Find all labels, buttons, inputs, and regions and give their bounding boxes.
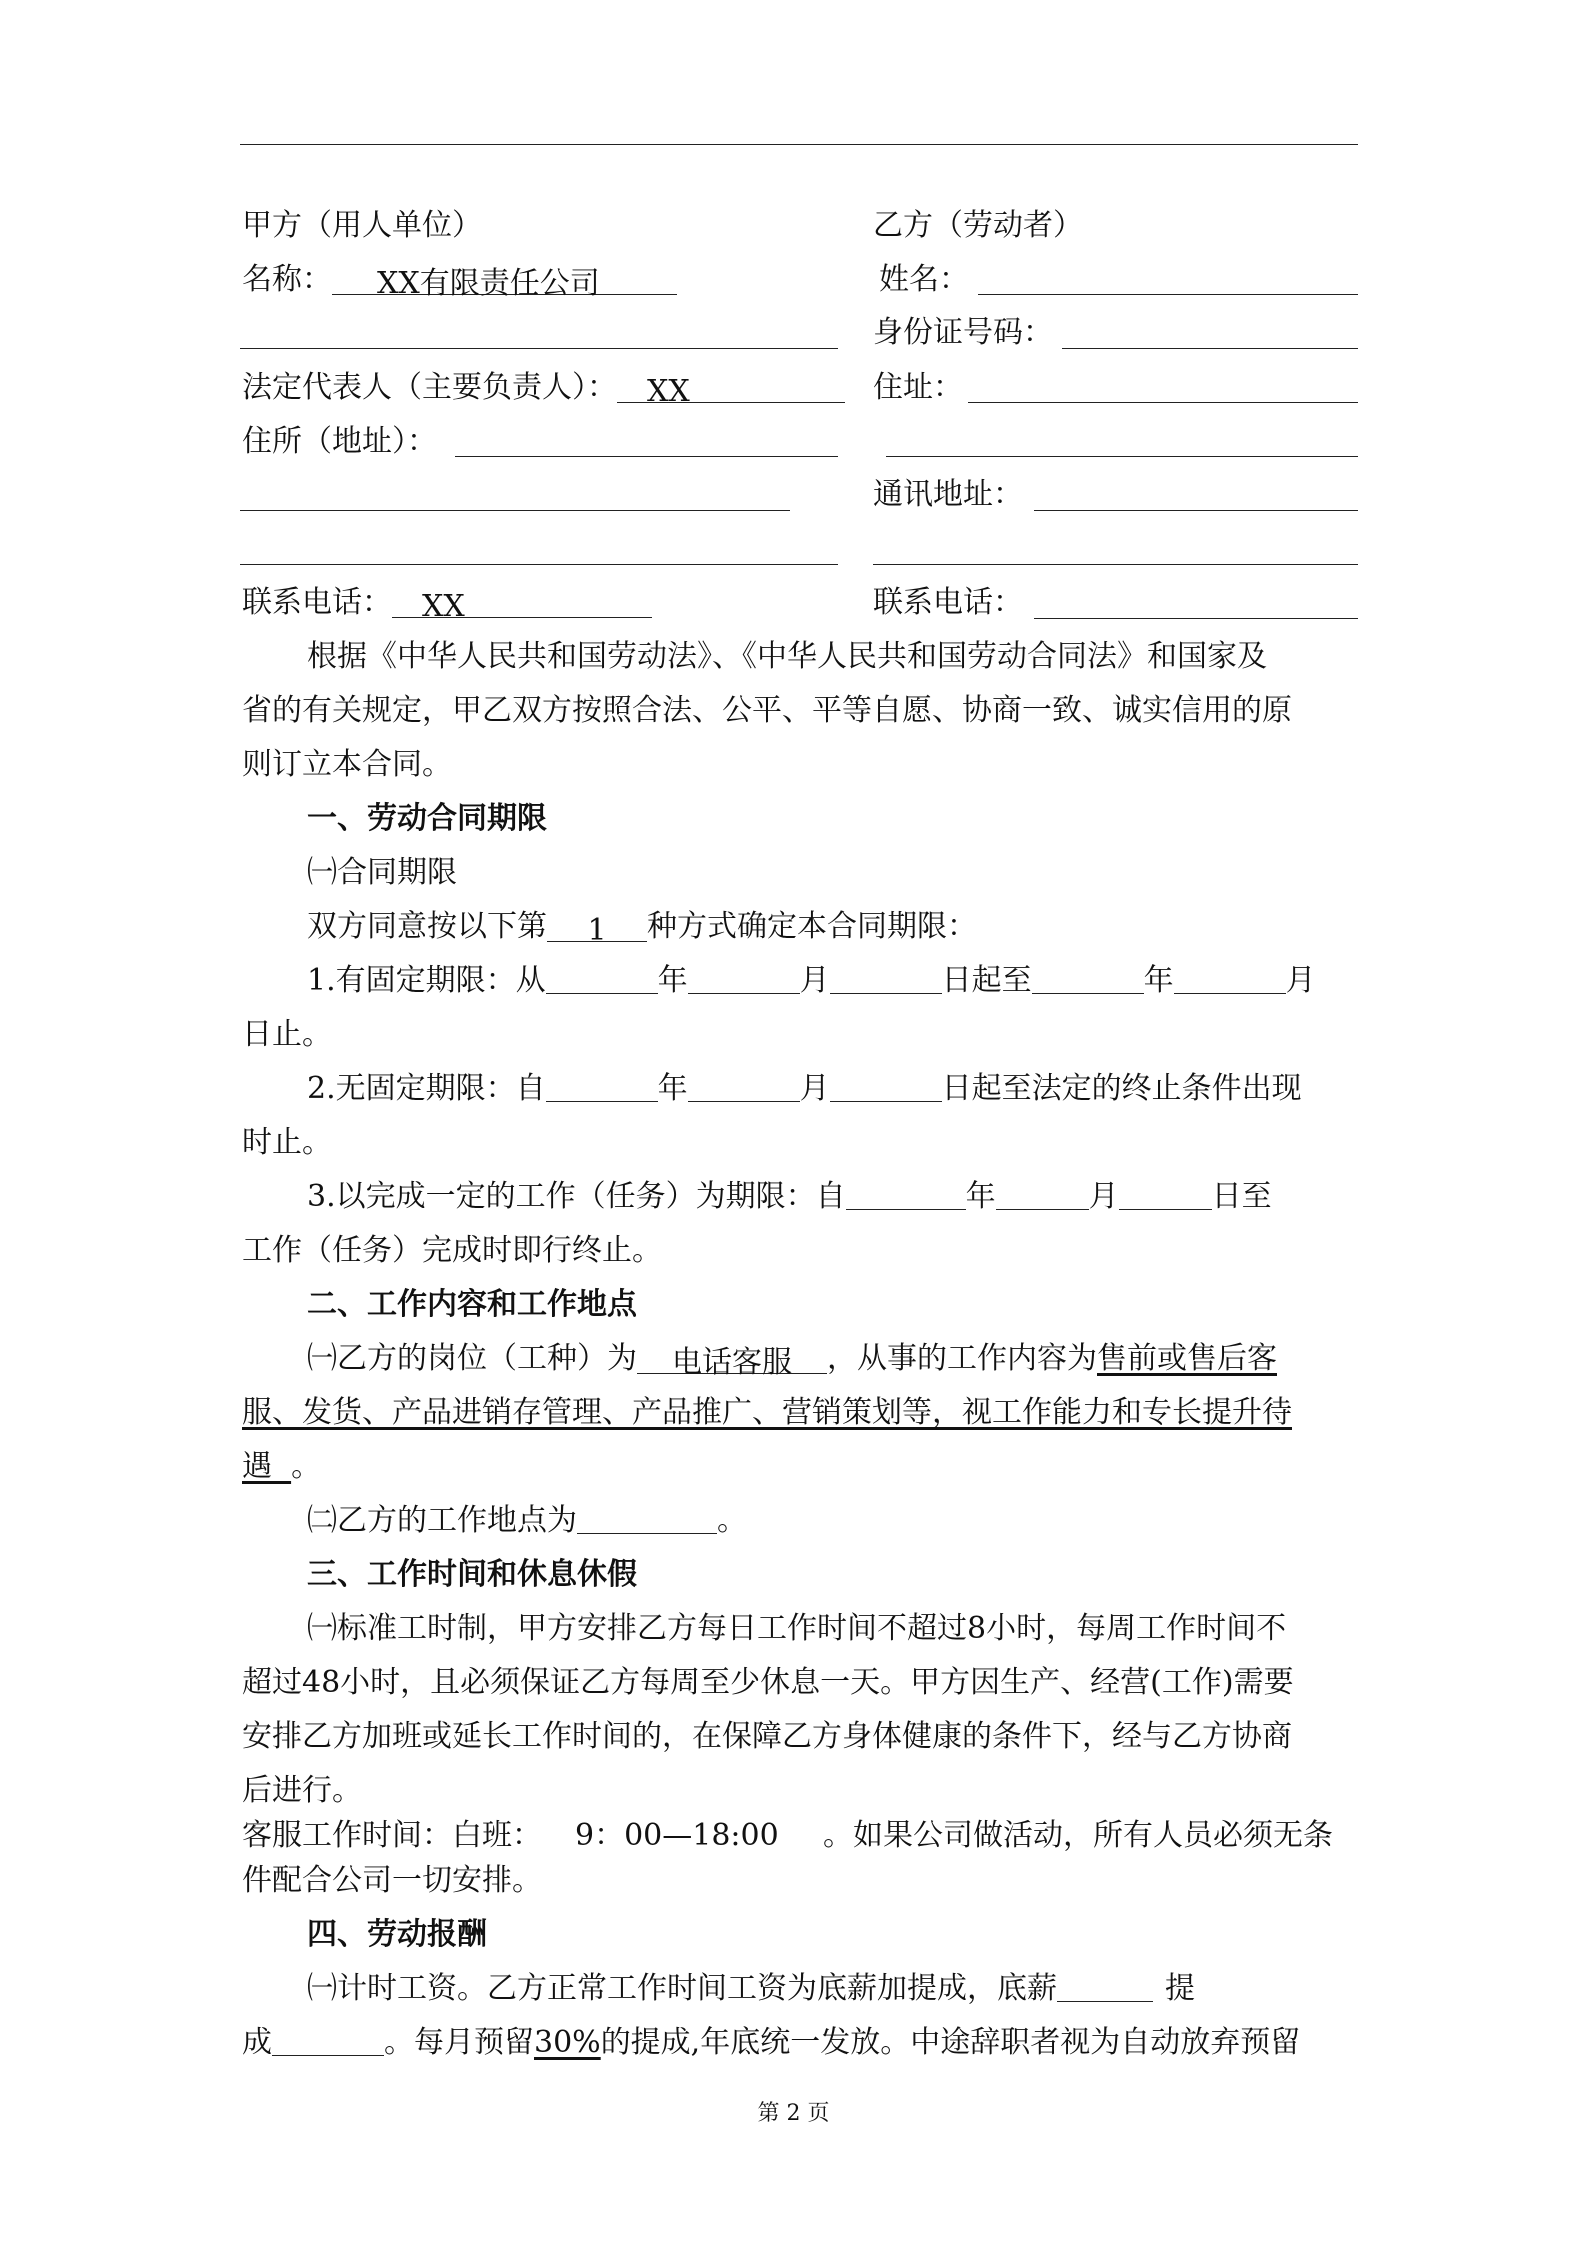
company-name-row: [242, 260, 677, 300]
work-content-2: 服、发货、产品进销存管理、产品推广、营销策划等，视工作能力和专长提升待: [242, 1395, 1292, 1430]
intro-line-2: 省的有关规定，甲乙双方按照合法、公平、平等自愿、协商一致、诚实信用的原: [242, 693, 1292, 728]
work-place-row: [307, 1501, 747, 1541]
work-place-prefix: ㈡乙方的工作地点为: [307, 1503, 577, 1538]
phone-row-a: [242, 583, 652, 623]
base-salary-field: [1057, 1971, 1153, 2002]
service-hours-end: 件配合公司一切安排。: [242, 1863, 542, 1898]
section-1-sub-1: ㈠合同期限: [307, 855, 457, 890]
year-label-4: 年: [965, 1179, 996, 1214]
address-b-label: 住址：: [873, 370, 963, 405]
hourly-wage-row: [307, 1969, 1195, 2009]
fixed-to-year-field: [1032, 963, 1144, 994]
task-year-field: [846, 1179, 966, 1210]
page-number: 第 2 页: [757, 2101, 830, 2126]
unfixed-month-field: [688, 1071, 800, 1102]
service-hours-prefix: 客服工作时间：白班：: [242, 1818, 542, 1853]
company-name-field: [332, 264, 677, 301]
residence-field-2: [240, 510, 790, 511]
unfixed-day-field: [830, 1071, 942, 1102]
commission-field: [272, 2025, 384, 2056]
fixed-to-month-field: [1174, 963, 1286, 994]
task-term-suffix: 日至: [1211, 1179, 1272, 1214]
mail-address-label: 通讯地址：: [873, 477, 1023, 512]
fixed-term-prefix: 1.有固定期限：从: [307, 963, 546, 998]
unfixed-term-suffix: 日起至法定的终止条件出现: [941, 1071, 1302, 1106]
section-3-heading: 三、工作时间和休息休假: [307, 1557, 637, 1592]
commission-suffix: 的提成,年底统一发放。中途辞职者视为自动放弃预留: [600, 2025, 1301, 2060]
header-rule: [240, 144, 1358, 145]
party-b-blank-line-2: [873, 564, 1358, 565]
fixed-from-month-field: [688, 963, 800, 994]
year-label-3: 年: [657, 1071, 688, 1106]
task-term-end: 工作（任务）完成时即行终止。: [242, 1233, 662, 1268]
service-hours-row: [242, 1816, 1333, 1856]
legal-rep-label: 法定代表人（主要负责人）：: [242, 370, 617, 405]
work-content-3-text: 遇: [242, 1449, 272, 1484]
id-field: [1062, 348, 1358, 349]
company-name-value: XX有限责任公司: [377, 266, 600, 301]
unfixed-term-prefix: 2.无固定期限：自: [307, 1071, 546, 1106]
party-b-title: 乙方（劳动者）: [873, 208, 1083, 243]
residence-label: 住所（地址）：: [242, 424, 437, 459]
task-day-field: [1119, 1179, 1212, 1210]
task-month-field: [996, 1179, 1089, 1210]
method-suffix: 种方式确定本合同期限：: [647, 909, 977, 944]
section-3-p1-line-1: ㈠标准工时制，甲方安排乙方每日工作时间不超过8小时，每周工作时间不: [307, 1611, 1287, 1646]
party-a-blank-line-2: [240, 564, 838, 565]
work-content-1: 售前或售后客: [1097, 1341, 1277, 1376]
party-a-blank-line-1: [240, 348, 838, 349]
phone-label-b: 联系电话：: [873, 585, 1023, 620]
intro-line-3: 则订立本合同。: [242, 747, 452, 782]
phone-value-a: XX: [422, 589, 465, 624]
reserve-percent: 30%: [534, 2025, 601, 2060]
position-prefix: ㈠乙方的岗位（工种）为: [307, 1341, 637, 1376]
surname-label: 姓名：: [879, 262, 969, 297]
method-value: 1: [587, 913, 607, 948]
task-term-row: [307, 1177, 1272, 1217]
fixed-from-year-field: [546, 963, 658, 994]
legal-rep-field: [617, 372, 845, 409]
fixed-from-day-field: [830, 963, 942, 994]
section-3-p1-line-2: 超过48小时，且必须保证乙方每周至少休息一天。甲方因生产、经营(工作)需要: [242, 1665, 1294, 1700]
legal-rep-value: XX: [647, 374, 690, 409]
position-mid: ，从事的工作内容为: [827, 1341, 1097, 1376]
position-row: [307, 1339, 1277, 1379]
commission-label: 提: [1165, 1971, 1195, 2006]
residence-field: [455, 456, 838, 457]
month-label-2: 月: [1285, 963, 1316, 998]
address-b-field-2: [886, 456, 1358, 457]
service-hours-suffix: 。如果公司做活动，所有人员必须无条: [823, 1818, 1333, 1853]
section-3-p1-line-4: 后进行。: [242, 1773, 362, 1808]
year-label: 年: [657, 963, 688, 998]
phone-field-a: [392, 587, 652, 624]
intro-line-1: 根据《中华人民共和国劳动法》、《中华人民共和国劳动合同法》和国家及: [307, 639, 1267, 674]
work-place-field: [577, 1503, 717, 1534]
commission-mid: 。每月预留: [384, 2025, 534, 2060]
month-label-4: 月: [1088, 1179, 1119, 1214]
name-label: 名称：: [242, 262, 332, 297]
party-a-title: 甲方（用人单位）: [242, 208, 482, 243]
commission-prefix: 成: [242, 2025, 272, 2060]
method-row: [307, 907, 977, 947]
unfixed-term-end: 时止。: [242, 1125, 332, 1160]
address-b-field: [968, 402, 1358, 403]
legal-rep-row: [242, 368, 845, 408]
commission-row: [242, 2023, 1300, 2063]
mail-address-field: [1034, 510, 1358, 511]
position-value: 电话客服: [672, 1345, 792, 1380]
work-content-period: 。: [291, 1449, 322, 1484]
month-label-3: 月: [799, 1071, 830, 1106]
unfixed-term-row: [307, 1069, 1302, 1109]
section-2-heading: 二、工作内容和工作地点: [307, 1287, 637, 1322]
fixed-term-end: 日止。: [242, 1017, 332, 1052]
day-from-label: 日起至: [941, 963, 1032, 998]
surname-field: [978, 294, 1358, 295]
work-content-3-row: [242, 1447, 321, 1487]
hourly-wage-prefix: ㈠计时工资。乙方正常工作时间工资为底薪加提成，底薪: [307, 1971, 1057, 2006]
month-label: 月: [799, 963, 830, 998]
method-field: [547, 911, 647, 948]
method-prefix: 双方同意按以下第: [307, 909, 547, 944]
unfixed-year-field: [546, 1071, 658, 1102]
id-label: 身份证号码：: [873, 315, 1053, 350]
section-3-p1-line-3: 安排乙方加班或延长工作时间的，在保障乙方身体健康的条件下，经与乙方协商: [242, 1719, 1292, 1754]
fixed-term-row: [307, 961, 1316, 1001]
position-field: [637, 1343, 827, 1380]
work-content-3: [242, 1449, 291, 1484]
phone-label-a: 联系电话：: [242, 585, 392, 620]
phone-field-b: [1034, 618, 1358, 619]
section-1-heading: 一、劳动合同期限: [307, 801, 547, 836]
section-4-heading: 四、劳动报酬: [307, 1917, 487, 1952]
service-hours-value: 9：00—18:00: [575, 1818, 779, 1853]
work-place-suffix: 。: [717, 1503, 747, 1538]
task-term-prefix: 3.以完成一定的工作（任务）为期限：自: [307, 1179, 846, 1214]
year-label-2: 年: [1143, 963, 1174, 998]
